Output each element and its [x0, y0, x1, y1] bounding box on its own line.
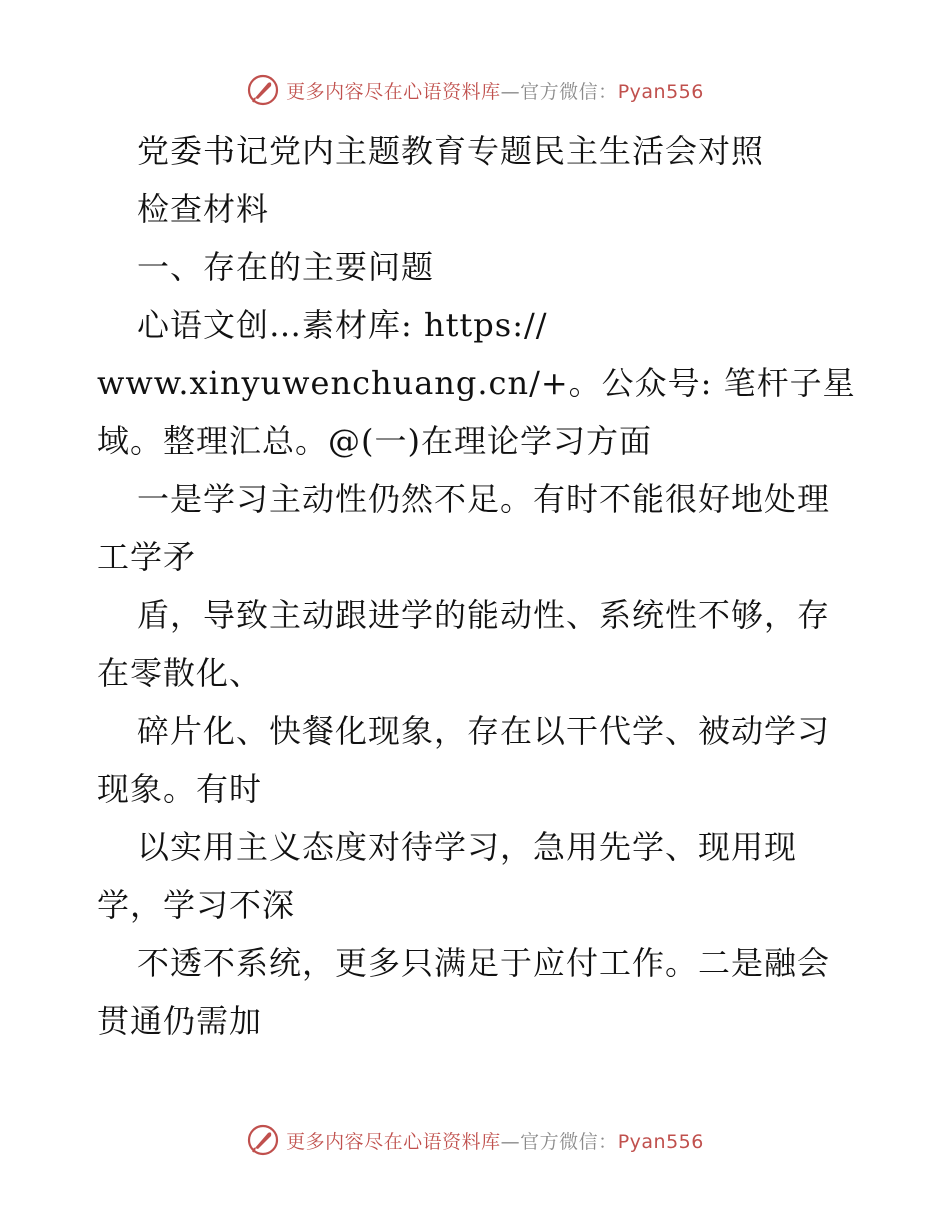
- footer-banner-text: [286, 1127, 704, 1154]
- doc-line-13: 学，学习不深: [97, 886, 296, 924]
- doc-line-8: 盾，导致主动跟进学的能动性、系统性不够，存: [137, 596, 831, 634]
- header-banner-official: 官方微信：: [520, 80, 618, 103]
- doc-line-3: 心语文创…素材库: https://: [137, 306, 548, 344]
- doc-line-15: 贯通仍需加: [97, 1002, 263, 1040]
- footer-banner-dash: —: [500, 1130, 521, 1153]
- doc-line-11: 现象。有时: [97, 770, 263, 808]
- header-banner-wechat-id: Pyan556: [617, 80, 704, 103]
- footer-banner-wechat-id: Pyan556: [617, 1130, 704, 1153]
- header-banner-dash: —: [500, 80, 521, 103]
- header-banner-inner: [246, 73, 704, 107]
- footer-banner: [0, 1120, 950, 1160]
- doc-line-9: 在零散化、: [97, 654, 263, 692]
- doc-line-10: 碎片化、快餐化现象，存在以干代学、被动学习: [137, 712, 831, 750]
- doc-title-line-2: 检查材料: [137, 190, 270, 228]
- quill-pen-logo-icon: [246, 73, 280, 107]
- doc-line-5: 域。整理汇总。@(一)在理论学习方面: [97, 422, 652, 460]
- footer-banner-inner: [246, 1123, 704, 1157]
- header-banner: [0, 70, 950, 110]
- doc-line-4: www.xinyuwenchuang.cn/+。公众号: 笔杆子星: [97, 364, 856, 402]
- doc-line-14: 不透不系统，更多只满足于应付工作。二是融会: [137, 944, 831, 982]
- footer-banner-prefix: 更多内容尽在心语资料库: [286, 1130, 501, 1153]
- doc-line-7: 工学矛: [97, 538, 197, 576]
- section-heading: 一、存在的主要问题: [137, 248, 435, 286]
- header-banner-prefix: 更多内容尽在心语资料库: [286, 80, 501, 103]
- doc-line-6: 一是学习主动性仍然不足。有时不能很好地处理: [137, 480, 831, 518]
- footer-banner-official: 官方微信：: [520, 1130, 618, 1153]
- doc-title-line-1: 党委书记党内主题教育专题民主生活会对照: [137, 132, 765, 170]
- quill-pen-logo-icon: [246, 1123, 280, 1157]
- document-body: [97, 122, 857, 1050]
- header-banner-text: [286, 77, 704, 104]
- doc-line-12: 以实用主义态度对待学习，急用先学、现用现: [137, 828, 798, 866]
